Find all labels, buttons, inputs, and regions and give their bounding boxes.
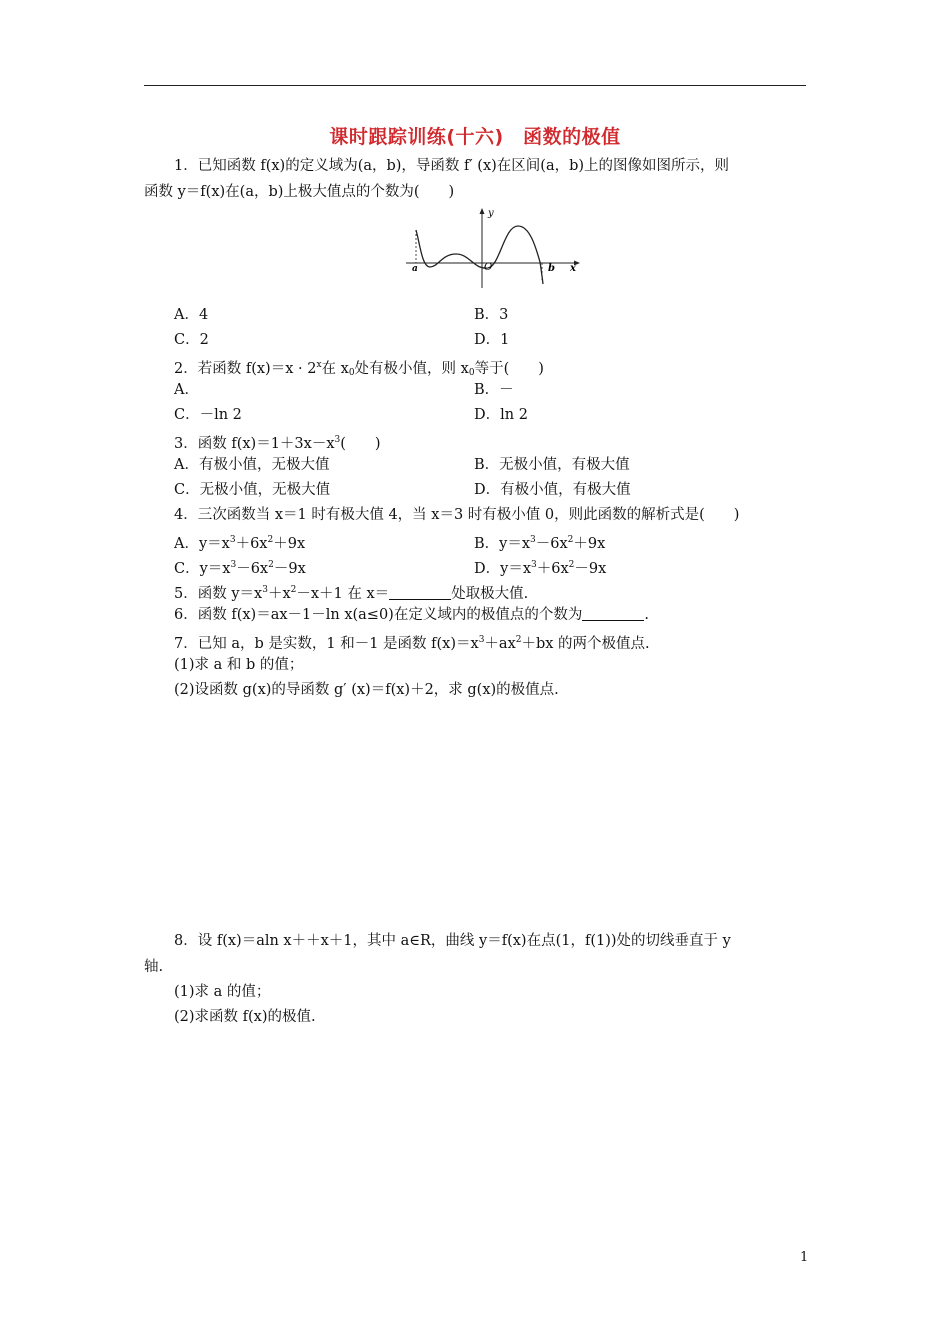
graph-origin-label: O [484, 262, 493, 273]
q4-option-d: D．$y=x^3+6x^2-9x$ [474, 560, 607, 577]
q5-stem: 5．函数 $y=x^3+x^2-x+1$ 在 x＝ 处取极大值. [174, 585, 529, 602]
q6-stem: 6．函数 f(x)＝ax－1－ln x(a≤0)在定义域内的极值点的个数为 . [174, 607, 649, 623]
q2-option-a: A． [174, 382, 199, 398]
q8-stem-line2: 轴. [144, 959, 164, 975]
page-title: 课时跟踪训练(十六) 函数的极值 [329, 126, 621, 148]
graph-x-label: x [570, 263, 576, 274]
q1-stem-line1: 1．已知函数 f(x)的定义域为(a，b)，导函数 f′ (x)在区间(a，b)上的图像如图所示，则 [174, 158, 730, 174]
q4-stem: 4．三次函数当 x＝1 时有极大值 4，当 x＝3 时有极小值 0，则此函数的解析式是( ) [174, 507, 740, 523]
q3-option-d: D．有极小值，有极大值 [474, 482, 631, 498]
header-rule [144, 85, 806, 86]
q7-stem: 7．已知 a，b 是实数，1 和－1 是函数 $f(x)=x^3+ax^2+bx$ 的两个极值点. [174, 635, 650, 652]
q2-stem: 2．若函数 $f(x)=x \cdot 2^x$在 $x_0$处有极小值，则 $x_0$等于( ) [174, 360, 544, 378]
q3-stem: 3．函数 $f(x)=1+3x-x^3$( ) [174, 435, 381, 452]
derivative-graph [404, 204, 584, 290]
q5-answer-blank[interactable] [389, 585, 451, 600]
graph-b-label: b [548, 263, 555, 274]
graph-y-label: y [488, 208, 494, 219]
page-number: 1 [800, 1250, 809, 1265]
q1-option-a: A．4 [174, 307, 209, 323]
q6-answer-blank[interactable] [582, 606, 644, 621]
q3-option-c: C．无极小值，无极大值 [174, 482, 331, 498]
q2-option-d: D．ln 2 [474, 407, 528, 423]
q8-stem-line1: 8．设 f(x)＝aln x＋＋x＋1，其中 a∈R，曲线 y＝f(x)在点(1，f(1))处的切线垂直于 y [174, 933, 731, 949]
q4-option-c: C．$y=x^3-6x^2-9x$ [174, 560, 306, 577]
q1-option-c: C．2 [174, 332, 209, 348]
q1-stem-line2: 函数 y＝f(x)在(a，b)上极大值点的个数为( ) [144, 184, 455, 200]
y-axis-arrow-icon [480, 208, 485, 214]
q8-part2: (2)求函数 f(x)的极值. [174, 1009, 316, 1025]
graph-a-label: a [412, 264, 418, 274]
q2-option-b: B．－ [474, 382, 514, 398]
q3-option-a: A．有极小值，无极大值 [174, 457, 330, 473]
q3-option-b: B．无极小值，有极大值 [474, 457, 630, 473]
q4-option-b: B．$y=x^3-6x^2+9x$ [474, 535, 606, 552]
q4-option-a: A．$y=x^3+6x^2+9x$ [174, 535, 306, 552]
q2-option-c: C．－ln 2 [174, 407, 242, 423]
q7-part1: (1)求 a 和 b 的值； [174, 657, 304, 673]
q1-option-b: B．3 [474, 307, 509, 323]
q8-part1: (1)求 a 的值； [174, 984, 271, 1000]
q7-part2: (2)设函数 g(x)的导函数 g′ (x)＝f(x)＋2，求 g(x)的极值点. [174, 682, 559, 698]
q1-option-d: D．1 [474, 332, 510, 348]
